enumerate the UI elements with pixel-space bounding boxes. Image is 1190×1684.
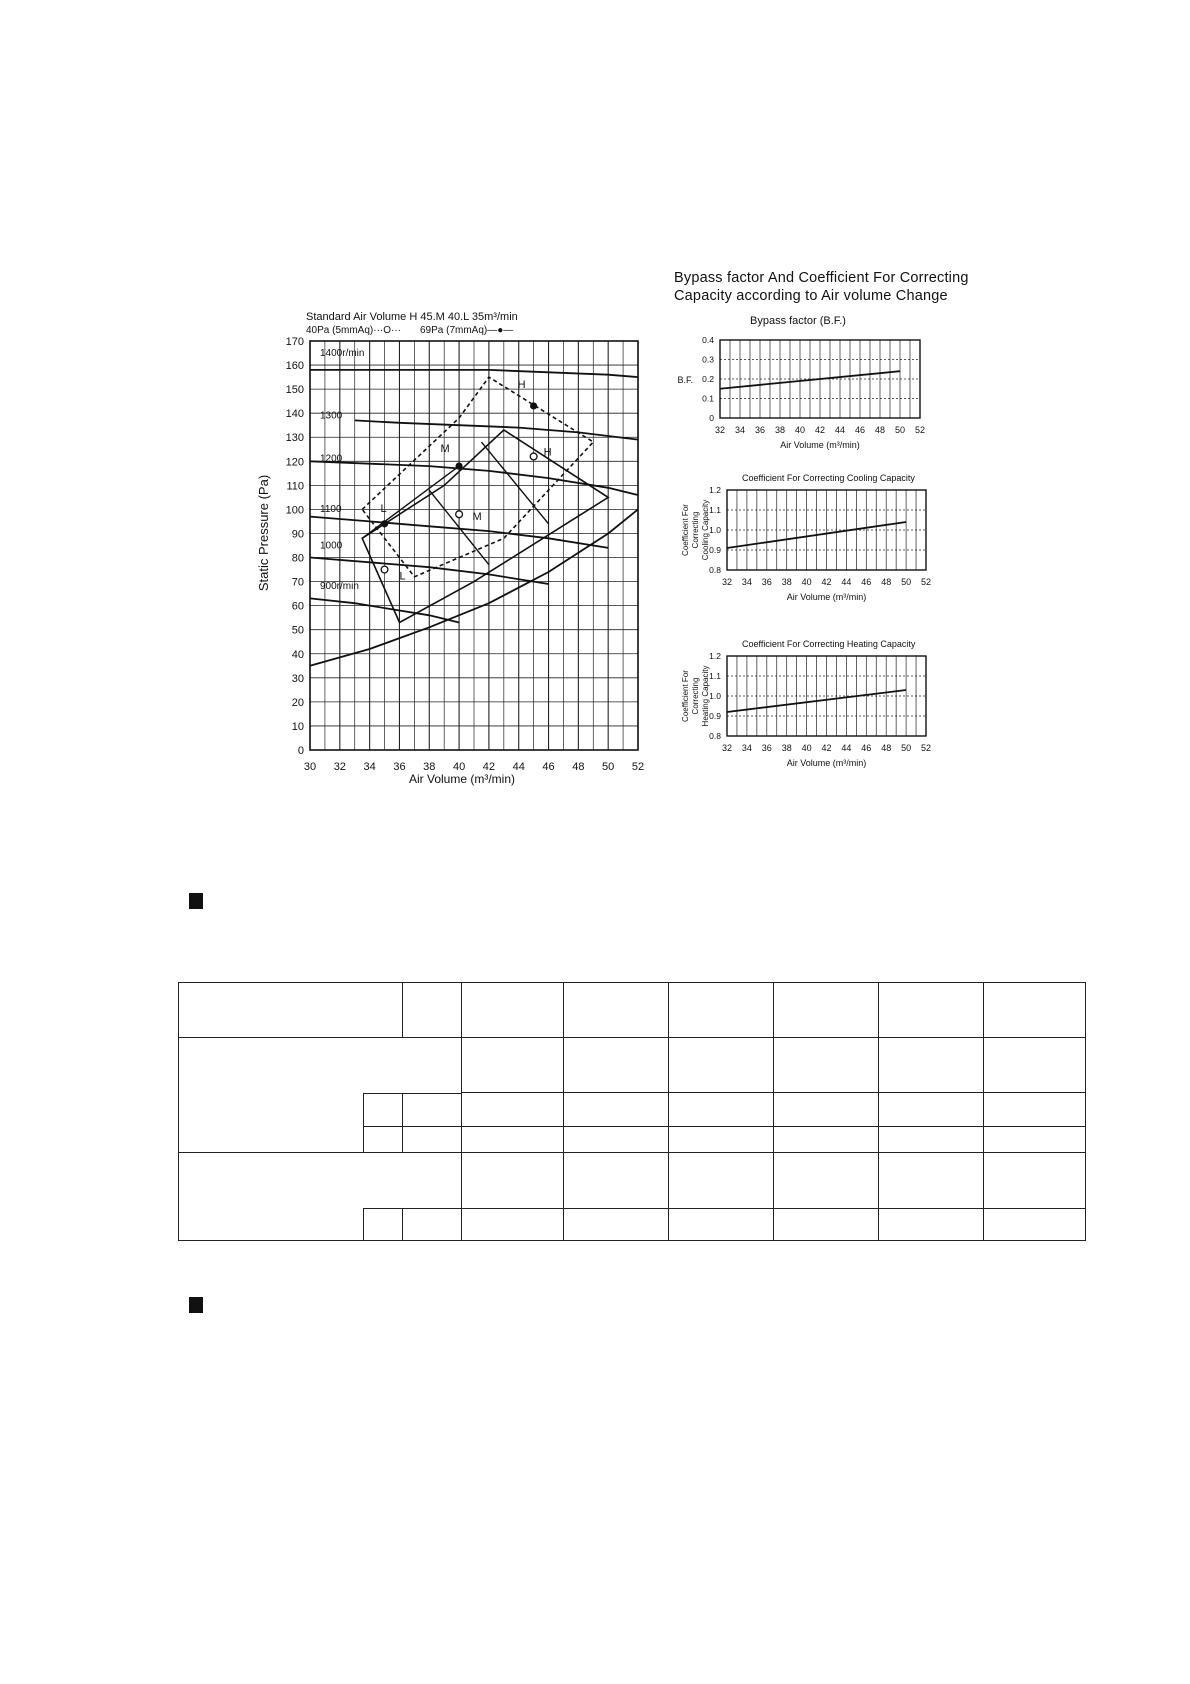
x-axis-label: Air Volume (m³/min) (408, 772, 516, 786)
table-cell (774, 1153, 879, 1209)
table-row (179, 983, 1086, 1038)
x-tick-label: 36 (754, 425, 766, 435)
operating-point-filled (455, 463, 462, 470)
x-axis-label: Air Volume (m³/min) (786, 758, 867, 768)
operating-point-open (381, 566, 388, 573)
x-tick-label: 40 (801, 577, 812, 587)
y-tick-label: 0.9 (709, 711, 721, 721)
legend-open-marker: 40Pa (5mmAq)···O··· (306, 325, 402, 336)
table-cell (879, 1093, 984, 1126)
table-cell (462, 1093, 564, 1126)
curve-label: 900r/min (320, 581, 359, 593)
y-tick-label: 160 (285, 360, 304, 373)
y-tick-label: 1.0 (709, 525, 721, 535)
x-tick-label: 44 (834, 425, 846, 435)
static-pressure-chart (250, 305, 650, 795)
curve-label: 1200 (320, 453, 343, 465)
table-cell (879, 1208, 984, 1240)
x-tick-label: 42 (482, 761, 496, 773)
x-tick-label: 32 (721, 743, 733, 753)
y-tick-label: 1.2 (709, 485, 721, 495)
y-tick-label: 0.8 (709, 565, 721, 575)
right-panel-title-line1: Bypass factor And Coefficient For Correcting (674, 270, 969, 286)
operating-point-open (530, 453, 537, 460)
table-cell (984, 1208, 1086, 1240)
table-cell (462, 1126, 564, 1152)
x-tick-label: 52 (631, 761, 645, 773)
table-cell (669, 1038, 774, 1093)
y-tick-label: 50 (291, 624, 304, 637)
y-tick-label: 10 (291, 720, 304, 733)
table-cell (984, 1093, 1086, 1126)
x-tick-label: 52 (914, 425, 926, 435)
x-tick-label: 42 (821, 743, 832, 753)
x-tick-label: 44 (841, 577, 852, 587)
table-cell (984, 1126, 1086, 1152)
table-cell (984, 1038, 1086, 1093)
x-tick-label: 34 (734, 425, 746, 435)
section-bullet-2 (189, 1297, 203, 1313)
y-tick-label: 110 (286, 480, 304, 493)
right-panel-title-line2: Capacity according to Air volume Change (674, 288, 948, 304)
y-axis-label: Static Pressure (Pa) (256, 474, 271, 592)
x-tick-label: 48 (881, 743, 892, 753)
chart-header-line1: Standard Air Volume H 45.M 40.L 35m³/min (306, 311, 518, 323)
table-cell (564, 1153, 669, 1209)
table-cell (564, 1038, 669, 1093)
y-tick-label: 0 (709, 413, 714, 423)
y-tick-label: 100 (285, 504, 304, 517)
region-inner-line (481, 442, 548, 524)
small-chart-title: Coefficient For Correcting Heating Capacity (742, 639, 916, 649)
table-cell (774, 1038, 879, 1093)
x-tick-label: 32 (333, 761, 346, 773)
y-axis-label-line: Correcting (691, 511, 700, 549)
y-tick-label: 1.0 (709, 691, 721, 701)
table-cell (879, 1126, 984, 1152)
y-tick-label: 1.1 (709, 671, 721, 681)
table-cell (462, 983, 564, 1038)
x-tick-label: 42 (814, 425, 826, 435)
table-row (179, 1038, 1086, 1093)
y-tick-label: 70 (291, 576, 304, 589)
table-cell (462, 1038, 564, 1093)
x-tick-label: 36 (393, 761, 406, 773)
x-tick-label: 40 (452, 761, 466, 773)
x-tick-label: 52 (920, 577, 932, 587)
table-cell (984, 983, 1086, 1038)
y-tick-label: 0 (297, 745, 304, 757)
x-tick-label: 50 (602, 761, 615, 773)
x-tick-label: 48 (572, 761, 585, 773)
y-tick-label: 40 (291, 648, 304, 661)
y-axis-label-line: Coefficient For (681, 504, 690, 556)
y-tick-label: 130 (285, 432, 304, 445)
curve-label: 1000 (320, 540, 343, 552)
table-cell (462, 1208, 564, 1240)
curve-label: 1300 (320, 410, 343, 422)
cooling-coefficient-chart (680, 470, 1000, 630)
region-40pa-outline (362, 377, 593, 577)
table-cell (774, 983, 879, 1038)
table-cell (564, 983, 669, 1038)
y-tick-label: 1.1 (709, 505, 721, 515)
y-axis-label: B.F. (677, 375, 693, 385)
x-tick-label: 36 (761, 577, 772, 587)
y-axis-label-line: Correcting (691, 677, 700, 715)
table-cell (564, 1126, 669, 1152)
x-tick-label: 34 (363, 761, 376, 773)
table-cell (669, 983, 774, 1038)
table-cell (879, 983, 984, 1038)
x-tick-label: 50 (901, 577, 912, 587)
y-axis-label-line: Cooling Capacity (701, 499, 710, 561)
table-cell (179, 1153, 462, 1241)
x-tick-label: 38 (781, 743, 792, 753)
table-cell (879, 1038, 984, 1093)
curve-label: 1100 (320, 504, 342, 516)
table-cell (669, 1093, 774, 1126)
y-tick-label: 0.8 (709, 731, 721, 741)
x-tick-label: 44 (512, 761, 525, 773)
y-tick-label: 0.2 (702, 374, 714, 384)
operating-points (380, 379, 551, 583)
heating-coefficient-chart (680, 636, 1000, 796)
y-tick-label: 0.3 (702, 354, 714, 365)
x-axis-label: Air Volume (m³/min) (786, 592, 867, 602)
table-cell (179, 983, 403, 1038)
bypass-factor-chart (677, 310, 1000, 460)
x-tick-label: 48 (881, 577, 892, 587)
y-tick-label: 140 (285, 408, 304, 421)
table-cell (669, 1208, 774, 1240)
x-tick-label: 50 (901, 743, 912, 753)
x-tick-label: 46 (854, 425, 866, 435)
x-tick-label: 32 (714, 425, 726, 435)
table-cell (564, 1208, 669, 1240)
operating-point-label: M (472, 511, 482, 524)
table-cell (879, 1153, 984, 1209)
y-tick-label: 0.1 (702, 393, 714, 404)
table-cell (774, 1093, 879, 1126)
x-tick-label: 48 (874, 425, 886, 435)
x-tick-label: 40 (801, 743, 812, 753)
table-cell (984, 1153, 1086, 1209)
legend-filled-marker: 69Pa (7mmAq)—●— (420, 325, 514, 336)
x-tick-label: 34 (741, 577, 752, 587)
operating-point-label: M (440, 443, 450, 456)
y-axis-label-line: Heating Capacity (701, 665, 710, 727)
x-tick-label: 36 (761, 743, 772, 753)
x-tick-label: 38 (774, 425, 786, 435)
y-tick-label: 0.9 (709, 545, 721, 555)
y-tick-label: 30 (291, 672, 304, 685)
x-tick-label: 50 (894, 425, 906, 435)
table-cell (403, 983, 462, 1038)
table-cell (669, 1153, 774, 1209)
table-cell (669, 1126, 774, 1152)
curve-labels (320, 348, 364, 592)
x-tick-label: 30 (303, 761, 317, 773)
operating-point-open (456, 511, 463, 518)
y-tick-label: 90 (291, 528, 304, 541)
y-tick-label: 0.4 (702, 335, 714, 345)
table-cell (774, 1208, 879, 1240)
table-cell (179, 1038, 462, 1153)
table-cell (462, 1153, 564, 1209)
x-tick-label: 46 (542, 761, 555, 773)
small-chart-title: Bypass factor (B.F.) (750, 315, 846, 327)
x-tick-label: 52 (920, 743, 932, 753)
y-axis-label-line: Coefficient For (681, 670, 690, 722)
x-axis-label: Air Volume (m³/min) (780, 440, 860, 450)
x-tick-label: 46 (861, 743, 872, 753)
x-tick-label: 46 (861, 577, 872, 587)
operating-point-label: H (517, 378, 526, 391)
curve-label: 1400r/min (320, 347, 365, 359)
y-tick-label: 60 (291, 600, 304, 613)
x-tick-label: 38 (781, 577, 792, 587)
operating-point-label: H (543, 446, 552, 459)
section-bullet-1 (189, 893, 203, 909)
y-tick-label: 170 (285, 336, 304, 348)
small-chart-title: Coefficient For Correcting Cooling Capacity (742, 473, 915, 483)
operating-point-filled (530, 402, 537, 409)
operating-point-label: L (399, 570, 406, 583)
x-tick-label: 32 (721, 577, 733, 587)
y-tick-label: 1.2 (709, 651, 721, 661)
table-row (179, 1153, 1086, 1209)
table-cell (564, 1093, 669, 1126)
x-tick-label: 42 (821, 577, 832, 587)
operating-point-label: L (380, 502, 387, 515)
x-tick-label: 34 (741, 743, 752, 753)
y-tick-label: 20 (291, 696, 304, 709)
y-tick-label: 120 (285, 456, 304, 469)
y-tick-label: 150 (285, 384, 304, 397)
y-tick-label: 80 (291, 552, 304, 565)
x-tick-label: 38 (423, 761, 436, 773)
x-tick-label: 44 (841, 743, 852, 753)
operating-point-filled (381, 520, 388, 527)
spec-table (178, 982, 1086, 1241)
table-cell (774, 1126, 879, 1152)
x-tick-label: 40 (794, 425, 806, 435)
